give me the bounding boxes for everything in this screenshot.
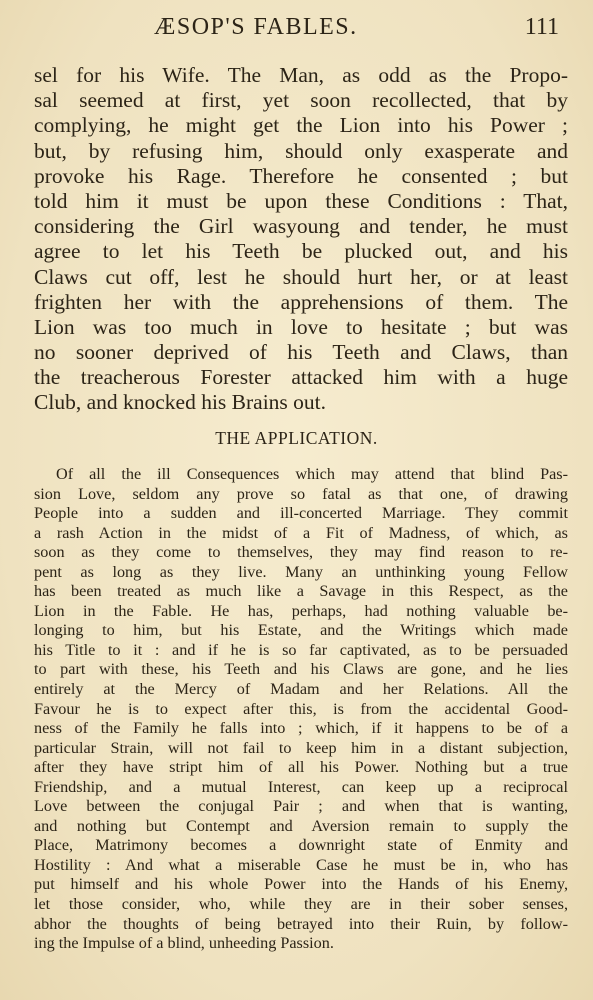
application-line: and nothing but Contempt and Aversion remain to supply the (34, 816, 568, 835)
application-line: Love between the conjugal Pair ; and when that is wanting, (34, 797, 568, 816)
application-line: Of all the ill Consequences which may attend that blind Pas- (56, 465, 568, 483)
text-line: Claws cut off, lest he should hurt her, or at least (34, 264, 568, 289)
application-line: has been treated as much like a Savage in this Respect, as the (34, 582, 568, 601)
application-line: abhor the thoughts of being betrayed into their Ruin, by follow- (34, 914, 568, 933)
application-line: his Title to it : and if he is so far captivated, as to be persuaded (34, 640, 568, 659)
page-number: 111 (524, 14, 559, 40)
text-line: sal seemed at first, yet soon recollected, that by (34, 88, 568, 113)
text-line: complying, he might get the Lion into his Power ; (34, 113, 568, 138)
application-line: soon as they come to themselves, they may find reason to re- (34, 543, 568, 562)
application-line: Place, Matrimony becomes a downright state of Enmity and (34, 836, 568, 855)
text-line: agree to let his Teeth be plucked out, and his (34, 239, 568, 264)
application-line: sion Love, seldom any prove so fatal as that one, of drawing (34, 484, 568, 503)
application-line: ness of the Family he falls into ; which, if it happens to be of a (34, 719, 568, 738)
application-line: Friendship, and a mutual Interest, can keep up a reciprocal (34, 777, 568, 796)
fable-text (34, 63, 568, 416)
application-line: Hostility : And what a miserable Case he must be in, who has (34, 855, 568, 874)
application-line: put himself and his whole Power into the Hands of his Enemy, (34, 875, 568, 894)
page-header (34, 14, 565, 44)
application-line: after they have stript him of all his Power. Nothing but a true (34, 758, 568, 777)
application-line: ing the Impulse of a blind, unheeding Passion. (34, 934, 334, 953)
application-line: People into a sudden and ill-concerted Marriage. They commit (34, 504, 568, 523)
running-title: ÆSOP'S FABLES. (154, 14, 358, 40)
text-line: told him it must be upon these Conditions : That, (34, 188, 568, 213)
text-line: provoke his Rage. Therefore he consented ; but (34, 163, 568, 188)
text-line: considering the Girl wasyoung and tender, he must (34, 214, 568, 239)
text-line: Club, and knocked his Brains out. (34, 390, 327, 415)
application-line: Lion in the Fable. He has, perhaps, had nothing valuable be- (34, 601, 568, 620)
section-heading: THE APPLICATION. (215, 428, 378, 448)
text-line: the treacherous Forester attacked him with a huge (34, 365, 568, 390)
text-line: frighten her with the apprehensions of them. The (34, 289, 568, 314)
text-line: sel for his Wife. The Man, as odd as the Propo- (34, 63, 568, 87)
application-line: Favour he is to expect after this, is from the accidental Good- (34, 699, 568, 718)
application-line: longing to him, but his Estate, and the Writings which made (34, 621, 568, 640)
text-line: no sooner deprived of his Teeth and Claws, than (34, 340, 568, 365)
application-text (34, 465, 568, 954)
application-line: entirely at the Mercy of Madam and her Relations. All the (34, 680, 568, 699)
application-line: particular Strain, will not fail to keep him in a distant subjection, (34, 738, 568, 757)
application-line: a rash Action in the midst of a Fit of Madness, of which, as (34, 523, 568, 542)
text-line: but, by refusing him, should only exasperate and (34, 138, 568, 163)
application-line: to part with these, his Teeth and his Claws are gone, and he lies (34, 660, 568, 679)
application-line: let those consider, who, while they are in their sober senses, (34, 895, 568, 914)
text-line: Lion was too much in love to hesitate ; but was (34, 314, 568, 339)
application-line: pent as long as they live. Many an unthinking young Fellow (34, 562, 568, 581)
